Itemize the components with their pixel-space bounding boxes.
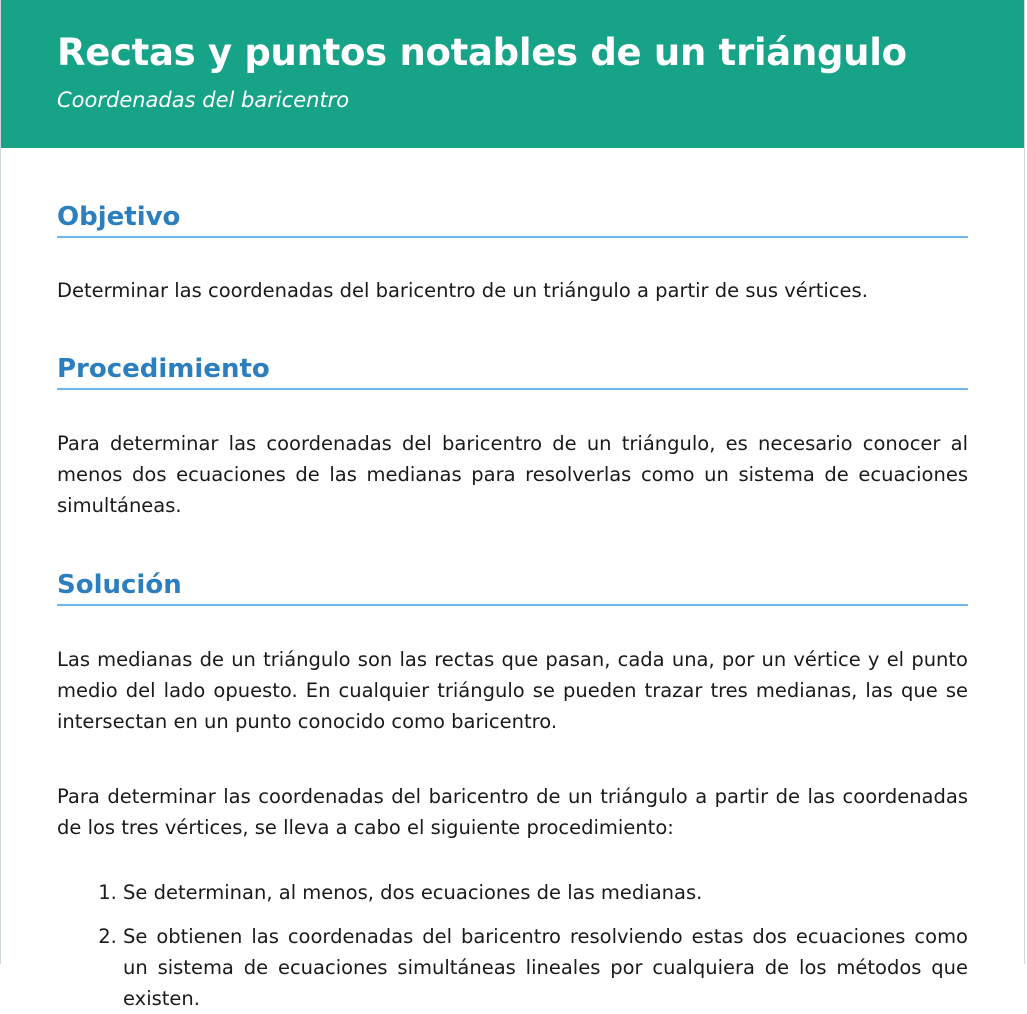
section-solucion — [57, 568, 968, 1014]
procedure-steps-list — [57, 877, 968, 1014]
objetivo-text: Determinar las coordenadas del baricentro de un triángulo a partir de sus vértices. — [57, 279, 868, 302]
list-item: 2. Se obtienen las coordenadas del baricentro resolviendo estas dos ecuaciones como un sistema de ecuaciones simultáneas lineales por cualquiera de los métodos que existen. — [123, 921, 968, 1014]
procedimiento-text: Para determinar las coordenadas del baricentro de un triángulo, es necesario conocer al menos dos ecuaciones de las medianas para resolverlas como un sistema de ecuaciones simultáneas. — [57, 432, 968, 517]
section-heading-procedimiento: Procedimiento — [57, 352, 968, 390]
solucion-paragraph-1: Las medianas de un triángulo son las rectas que pasan, cada una, por un vértice y el punto medio del lado opuesto. En cualquier triángulo se pueden trazar tres medianas, las que se intersectan en un punto conocido como baricentro. — [57, 648, 968, 733]
main-content — [1, 148, 1024, 1014]
section-procedimiento — [57, 352, 968, 521]
page-subtitle: Coordenadas del baricentro — [57, 88, 350, 112]
section-heading-solucion: Solución — [57, 568, 968, 606]
section-objetivo — [57, 200, 968, 306]
list-item: 1. Se determinan, al menos, dos ecuaciones de las medianas. — [123, 877, 968, 908]
section-heading-objetivo: Objetivo — [57, 200, 968, 238]
solucion-paragraph-2: Para determinar las coordenadas del baricentro de un triángulo a partir de las coordenadas de los tres vértices, se lleva a cabo el siguiente procedimiento: — [57, 785, 968, 839]
page-title: Rectas y puntos notables de un triángulo — [57, 31, 907, 74]
header-banner — [1, 0, 1024, 148]
